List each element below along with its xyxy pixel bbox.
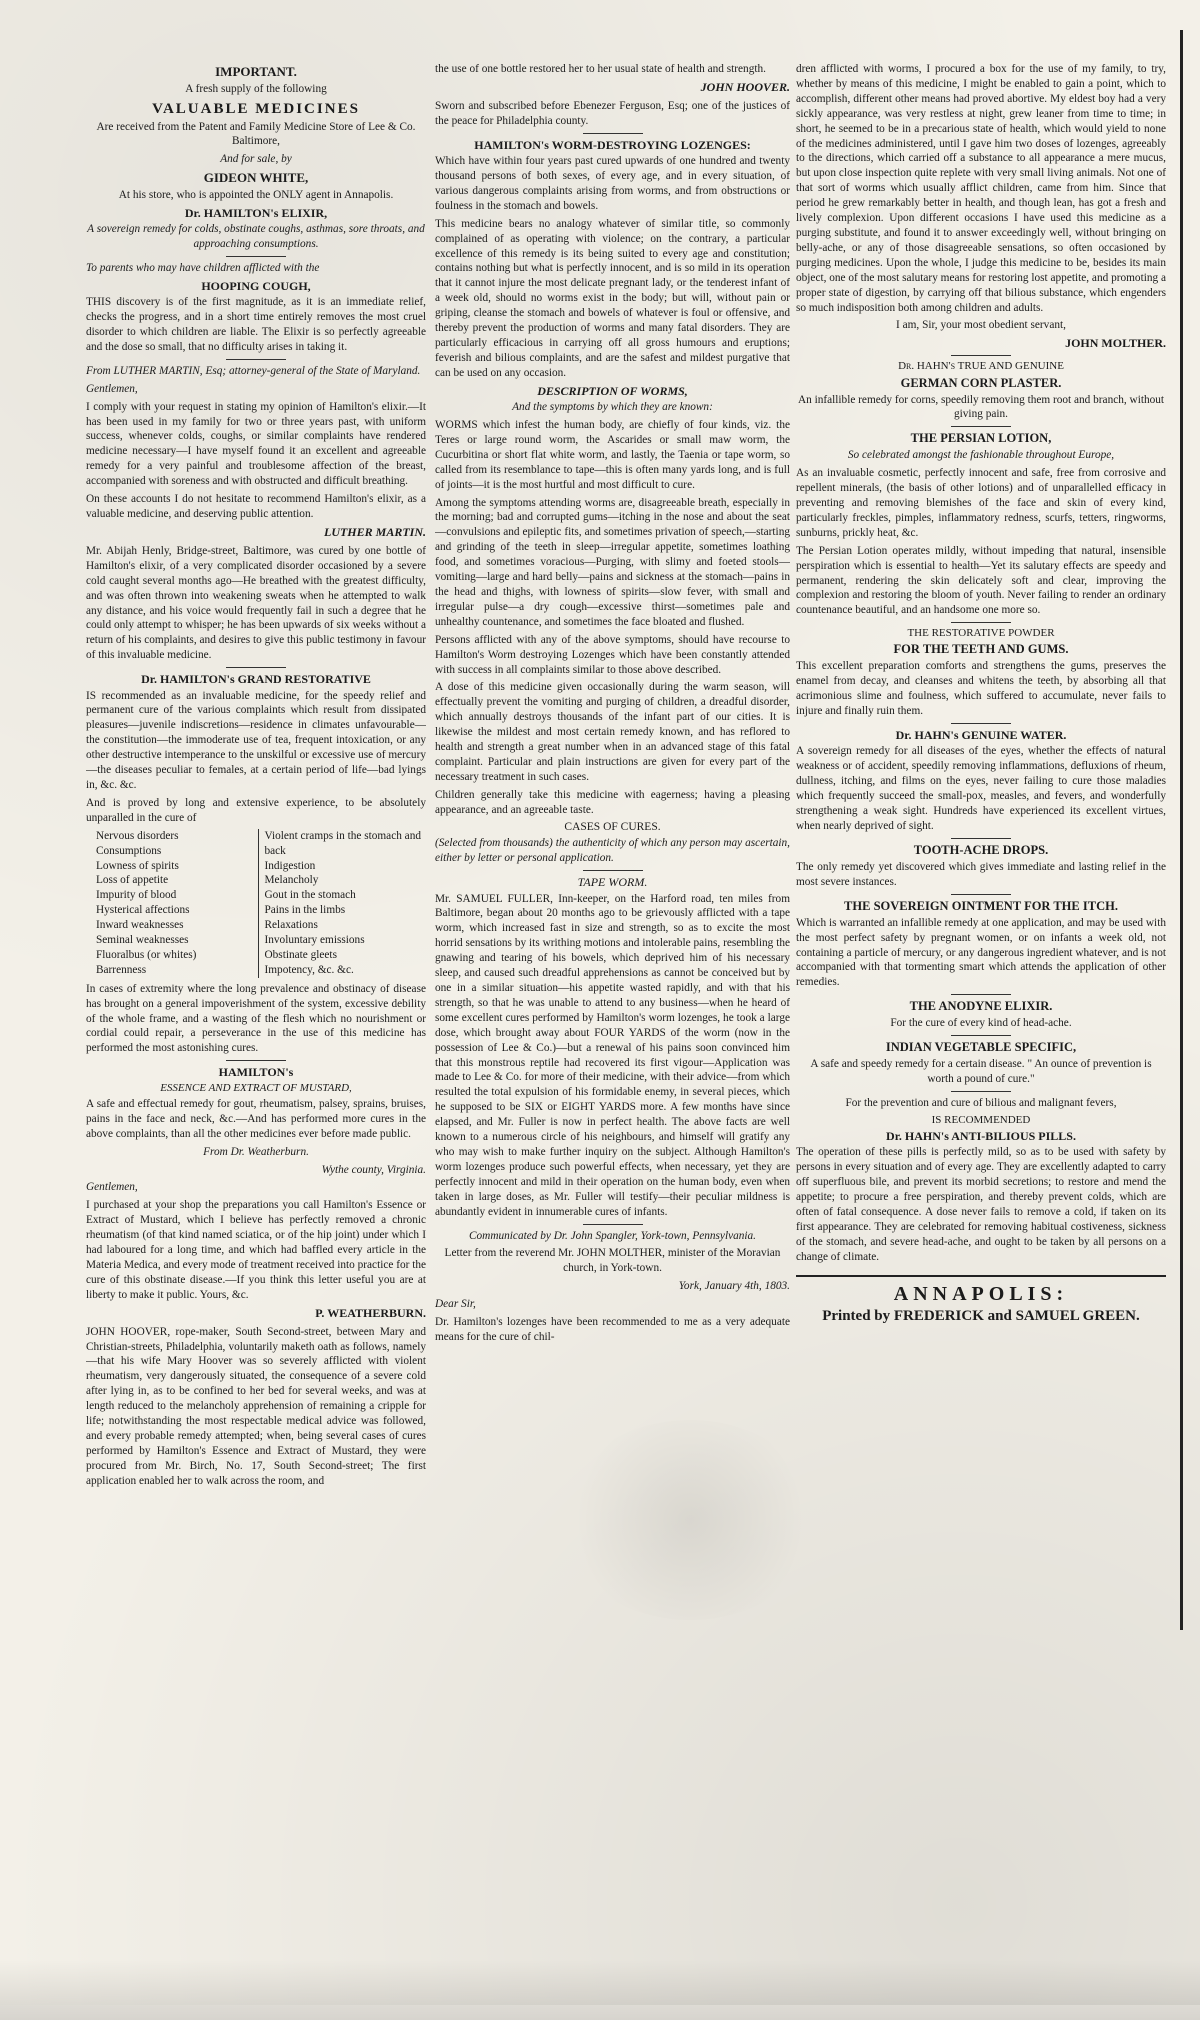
persian-lotion-paragraph-1: As an invaluable cosmetic, perfectly innocent and safe, free from corrosive and repellent minerals, (the basis of other lotions) and of unparallelled efficacy in preventing and removing blemishes of the face and skin of every kind, particularly freckles, pimples, inflammatory redness, scurfs, tetters, ringworms, sunburns, prickly heat, &c.: [796, 467, 1166, 539]
description-subtitle: And the symptoms by which they are known:: [512, 401, 713, 414]
ailment-item: Impotency, &c. &c.: [264, 963, 354, 976]
hooping-cough-heading: HOOPING COUGH,: [201, 278, 311, 293]
molther-signature: JOHN MOLTHER.: [1065, 336, 1166, 351]
grand-paragraph-1: IS recommended as an invaluable medicine, for the speedy relief and permanent cure of the various complaints which result from dissipated pleasures—juvenile indiscretions—residence in climates unfavourable—the constitution—the immoderate use of tea, frequent intoxication, or any other destructive intemperance to the unskilful or excessive use of mercury—the diseases peculiar to females, at a certain period of life—bad lyings in, &c. &c.: [86, 689, 426, 791]
letter-salutation: Dear Sir,: [435, 1298, 476, 1311]
description-paragraph-5: Children generally take this medicine with eagerness; having a pleasing appearance, and an agreeable taste.: [435, 788, 790, 816]
cases-of-cures-title: CASES OF CURES.: [564, 820, 661, 833]
ailment-item: Melancholy: [264, 874, 319, 887]
supply-line: A fresh supply of the following: [185, 82, 327, 95]
tooth-ache-title: TOOTH-ACHE DROPS.: [913, 842, 1049, 857]
grand-paragraph-3: In cases of extremity where the long prevalence and obstinacy of disease has brought on a general impoverishment of the system, excessive debility of the whole frame, and a wasting of the flesh which no nourishment or cordial could repair, a perseverance in the use of this medicine has performed the most astonishing cures.: [86, 982, 426, 1055]
essence-paragraph: A safe and effectual remedy for gout, rheumatism, palsey, sprains, bruises, pains in the face and neck, &c.—And has performed more cures in the above complaints, than all the other medicines ever before made public.: [86, 1097, 426, 1140]
ailment-list-left: [96, 829, 258, 978]
ailment-item: Violent cramps in the stomach and back: [264, 829, 421, 857]
hoover-continued: the use of one bottle restored her to her usual state of health and strength.: [435, 63, 766, 75]
ailment-item: Consumptions: [96, 844, 162, 857]
anti-bilious-pills-text: The operation of these pills is perfectly mild, so as to be used with safety by persons in every situation and of every age. They are excellently adapted to carry off superfluous bile, and prevent its morbid secretions; to restore and mend the appetite; to procure a free perspiration, and thereby prevent colds, which are often of fatal consequence. A dose never fails to remove a cold, if taken on its first appearance. They are celebrated for removing habitual costiveness, sickness of the stomach, and severe head-ache, and ought to be taken by all persons on a change of climate.: [796, 1146, 1166, 1263]
divider: [583, 133, 643, 134]
martin-signature: LUTHER MARTIN.: [323, 524, 426, 539]
bilious-intro: For the prevention and cure of bilious and malignant fevers,: [845, 1096, 1117, 1109]
scan-shadow: [0, 1960, 1200, 2020]
martin-paragraph-1: I comply with your request in stating my opinion of Hamilton's elixir.—It has been used in my family for two or three years past, with uniform success, whenever colds, coughs, or similar complaints have rendered medicine necessary—I have myself found it an excellent and agreeable remedy for a very painful and troublesome affection of the breast, accompanied with soreness and with obstructed and difficult breathing.: [86, 400, 426, 488]
divider: [226, 359, 286, 360]
letter-paragraph: Dr. Hamilton's lozenges have been recommended to me as a very adequate means for the cure of chil-: [435, 1316, 790, 1343]
tooth-ache-text: The only remedy yet discovered which gives immediate and lasting relief in the most severe instances.: [796, 860, 1166, 888]
ointment-title: THE SOVEREIGN OINTMENT FOR THE ITCH.: [844, 898, 1118, 913]
divider: [226, 1060, 286, 1061]
column-2: [435, 62, 790, 1967]
imprint: [796, 1275, 1166, 1325]
restorative-powder-text: This excellent preparation comforts and strengthens the gums, preserves the enamel from decay, and cleanses and whitens the teeth, by absorbing all that acrimonious slime and foulness, which suffered to accumulate, never fails to injure and finally ruin them.: [796, 660, 1166, 718]
ailment-item: Lowness of spirits: [96, 859, 179, 872]
anodyne-text: For the cure of every kind of head-ache.: [890, 1017, 1072, 1030]
divider: [951, 1035, 1011, 1036]
tape-worm-title: TAPE WORM.: [577, 875, 648, 890]
corn-plaster-text: An infallible remedy for corns, speedily removing them root and branch, without giving pain.: [797, 393, 1165, 421]
column-1: [86, 62, 426, 1967]
divider: [951, 894, 1011, 895]
divider: [951, 838, 1011, 839]
martin-paragraph-2: On these accounts I do not hesitate to recommend Hamilton's elixir, as a valuable medicine, and deserving public attention.: [86, 493, 426, 520]
ailment-item: Involuntary emissions: [264, 934, 365, 947]
essence-title: HAMILTON's: [218, 1065, 294, 1080]
sworn-line: Sworn and subscribed before Ebenezer Ferguson, Esq; one of the justices of the peace for Philadelphia county.: [435, 99, 790, 127]
column-3: [796, 62, 1166, 1967]
grand-paragraph-2: And is proved by long and extensive experience, to be absolutely unparalled in the cure of: [86, 796, 426, 824]
ailment-item: Obstinate gleets: [264, 948, 337, 961]
henly-testimonial: Mr. Abijah Henly, Bridge-street, Baltimore, was cured by one bottle of Hamilton's elixir, of a very complicated disorder occasioned by a severe cold caught several months ago—He breathed with the greatest difficulty, and was often thrown into weakening sweats when he attempted to walk any distance, and his voice would frequently fail in such a degree that he could only attempt to whisper; he has been upwards of six weeks without a return of his complaints, and desires to give this public testimony in favour of this invaluable medicine.: [86, 544, 426, 662]
imprint-place: ANNAPOLIS:: [893, 1282, 1069, 1305]
valuable-medicines-heading: VALUABLE MEDICINES: [152, 100, 360, 117]
weatherburn-place: Wythe county, Virginia.: [321, 1163, 426, 1176]
ailment-item: Relaxations: [264, 919, 318, 932]
description-paragraph-2: Among the symptoms attending worms are, disagreeable breath, especially in the morning; bad and corrupted gums—itching in the nose and about the seat—convulsions and epileptic fits, and sometimes privation of speech,—starting and grinding of the teeth in sleep—irregular appetite, sometimes loathing food, and sometimes voracious—Purging, with slimy and foeted stools—vomiting—large and hard belly—pains and sickness at the stomach—pains in the head and thighs, with lowness of spirits—slow fever, with small and irregular pulse—a dry cough—excessive thirst—sometimes pale and unhealthy countenance, and sometimes the face bloated and flushed.: [435, 496, 790, 628]
weatherburn-letter: I purchased at your shop the preparations you call Hamilton's Essence or Extract of Mustard, which I believe has perfectly removed a chronic rheumatism (of that kind named sciatica, or of the hip joint) under which I had laboured for a long time, and which had baffled every article in the Materia Medica, and every mode of treatment received into practice for the cure of this obstinate disease.—If you think this letter useful you are at liberty to make it public. Yours, &c.: [86, 1199, 426, 1301]
corn-plaster-pre: Dr. HAHN's TRUE AND GENUINE: [898, 360, 1064, 373]
weatherburn-salutation: Gentlemen,: [86, 1181, 138, 1194]
ailment-item: Pains in the limbs: [264, 904, 346, 917]
molther-letter-continued: dren afflicted with worms, I procured a box for the use of my family, to try, whether by means of this medicine, I might be enabled to gain a point, which to accomplish, different other means had proved abortive. My eldest boy had a very sickly appearance, was very restless at night, grew leaner from time to time; in short, he seemed to be in a precarious state of health, which would yield to none of the medicines administered, until I gave him two doses of lozenges, agreeably to the directions, which carried off a substance to all appearance a mere mucus, but upon close inspection quite replete with very small living animals. Not one of that sort of worms which usually afflict children, came from him. Since that period he grew remarkably better in health, and though lean, has got a fresh and lively complexion. Upon different occasions I have used this medicine as a purging substitute, and found it to answer exceedingly well, without bringing on belly-ache, or any of those disagreeable sensations, so often occasioned by purging medicines. Upon the whole, I judge this medicine to be, besides its main object, one of the most salutary means for restoring lost appetite, and promoting a proper state of digestion, by carrying off that bilious substance, which engenders so much indisposition both among children and adults.: [796, 63, 1166, 314]
elixir-subtitle: A sovereign remedy for colds, obstinate coughs, asthmas, sore throats, and approaching consumptions.: [87, 223, 425, 251]
description-paragraph-1: WORMS which infest the human body, are chiefly of four kinds, viz. the Teres or large round worm, the Ascarides or small maw worm, the Cucurbitina or short flat white worm, and lastly, the Taenia or tape worm, so called from its resemblance to tape—this is often many yards long, and is full of joints—it is the most hurtful and most difficult to cure.: [435, 419, 790, 491]
worm-paragraph-2: This medicine bears no analogy whatever of similar title, so commonly complained of as operating with violence; on the contrary, a particular excellence of this remedy is its being suited to every age and constitution; contains nothing but what is perfectly innocent, and is so mild in its operation that it cannot injure the most delicate pregnant lady, or the tenderest infant of a week old, should no worms exist in the body; but will, without pain or griping, cleanse the stomach and bowels of whatever is foul or offensive, and thereby prevent the production of worms and many fatal disorders. They are particularly efficacious in carrying off all gross humours and eruptions; feverish and bilious complaints, and are the safest and mildest purgative that can be used on any occasion.: [435, 217, 790, 379]
agent-line: At his store, who is appointed the ONLY agent in Annapolis.: [118, 188, 394, 201]
grand-restorative-title: Dr. HAMILTON's GRAND RESTORATIVE: [141, 672, 371, 687]
hooping-text: THIS discovery is of the first magnitude, as it is an immediate relief, checks the progress, and in a short time entirely removes the most cruel disorder to which children are liable. The Elixir is so perfectly agreeable and the dose so small, that no difficulty arises in taking it.: [86, 296, 426, 353]
hoover-signature: JOHN HOOVER.: [700, 79, 790, 94]
divider: [583, 870, 643, 871]
ailment-item: Inward weaknesses: [96, 919, 184, 932]
is-recommended: IS RECOMMENDED: [931, 1113, 1031, 1126]
ailment-list-right: [258, 829, 427, 978]
ailment-item: Nervous disorders: [96, 829, 179, 842]
ailment-list: [96, 829, 426, 978]
cases-subtitle: (Selected from thousands) the authenticity of which any person may ascertain, either by letter or personal application.: [435, 837, 790, 865]
ailment-item: Indigestion: [264, 859, 316, 872]
elixir-title: Dr. HAMILTON's ELIXIR,: [184, 205, 328, 220]
divider: [951, 622, 1011, 623]
genuine-water-title: Dr. HAHN's GENUINE WATER.: [895, 728, 1067, 743]
divider: [226, 667, 286, 668]
anti-bilious-pills-title: Dr. HAHN's ANTI-BILIOUS PILLS.: [886, 1129, 1076, 1144]
molther-letter-intro: Letter from the reverend Mr. JOHN MOLTHER, minister of the Moravian church, in York-town.: [444, 1247, 781, 1275]
genuine-water-text: A sovereign remedy for all diseases of the eyes, whether the effects of natural weakness or of accident, speedily removing inflammations, defluxions of rheum, dullness, itching, and films on the eyes, never failing to cure those maladies which frequently succeed the small-pox, measles, and fevers, and wonderfully strengthening a weak sight. Hundreds have experienced its excellent virtues, when nearly deprived of sight.: [796, 745, 1166, 833]
imprint-printer: Printed by FREDERICK and SAMUEL GREEN.: [822, 1307, 1140, 1324]
salutation: Gentlemen,: [86, 382, 138, 395]
persian-lotion-subtitle: So celebrated amongst the fashionable throughout Europe,: [847, 449, 1115, 462]
worm-paragraph-1: Which have within four years past cured upwards of one hundred and twenty thousand persons of both sexes, of every age, and in every situation, of various dangerous complaints arising from worms, and from obstructions or foulness in the stomach and bowels.: [435, 155, 790, 212]
letter-closing: I am, Sir, your most obedient servant,: [896, 319, 1066, 332]
divider: [226, 256, 286, 257]
ailment-item: Barrenness: [96, 963, 147, 976]
martin-from: From LUTHER MARTIN, Esq; attorney-general of the State of Maryland.: [86, 364, 421, 377]
divider: [951, 994, 1011, 995]
for-sale-line: And for sale, by: [220, 153, 292, 166]
description-paragraph-4: A dose of this medicine given occasionally during the warm season, will effectually prevent the vomiting and purging of children, a dreadful disorder, which annually destroys thousands of the infant part of our cities. It is likewise the mildest and most certain remedy known, and has reflored to health and strength a great number when in an advanced stage of this fatal complaint. Particular and plain instructions are given for every part of the necessary treatment in such cases.: [435, 681, 790, 783]
divider: [951, 355, 1011, 356]
indian-specific-title: INDIAN VEGETABLE SPECIFIC,: [885, 1040, 1077, 1055]
ailment-item: Fluoralbus (or whites): [96, 948, 197, 961]
persian-lotion-paragraph-2: The Persian Lotion operates mildly, without impeding that natural, insensible perspiration which is essential to health—Yet its salutary effects are speedy and permanent, rendering the skin delicately soft and clear, improving the complexion and restoring the bloom of youth. Never failing to render an ordinary countenance beautiful, and an handsome one more so.: [796, 544, 1166, 617]
ailment-item: Loss of appetite: [96, 874, 169, 887]
divider: [951, 1091, 1011, 1092]
anodyne-title: THE ANODYNE ELIXIR.: [909, 999, 1053, 1014]
worm-lozenges-title: HAMILTON's WORM-DESTROYING LOZENGES:: [474, 137, 751, 152]
ailment-item: Impurity of blood: [96, 889, 177, 902]
essence-subtitle: ESSENCE AND EXTRACT OF MUSTARD,: [160, 1081, 352, 1094]
weatherburn-signature: P. WEATHERBURN.: [315, 1305, 426, 1320]
restorative-powder-title: FOR THE TEETH AND GUMS.: [893, 642, 1069, 657]
ailment-item: Gout in the stomach: [264, 889, 356, 902]
restorative-powder-pre: THE RESTORATIVE POWDER: [907, 627, 1055, 640]
corn-plaster-title: GERMAN CORN PLASTER.: [900, 375, 1062, 390]
ointment-text: Which is warranted an infallible remedy at one application, and may be used with the most perfect safety by pregnant women, or on infants a week old, not containing a particle of mercury, or any dangerous ingredient whatever, and is not accompanied with that tormenting smart which attends the application of other remedies.: [796, 916, 1166, 989]
gideon-white: GIDEON WHITE,: [203, 170, 309, 186]
divider: [951, 426, 1011, 427]
ailment-item: Seminal weaknesses: [96, 934, 189, 947]
received-line: Are received from the Patent and Family Medicine Store of Lee & Co. Baltimore,: [96, 120, 416, 148]
letter-date: York, January 4th, 1803.: [678, 1280, 790, 1293]
description-of-worms-title: DESCRIPTION OF WORMS,: [537, 383, 688, 398]
communicated-by: Communicated by Dr. John Spangler, York-town, Pennsylvania.: [469, 1229, 756, 1242]
column-rule: [1180, 30, 1183, 1630]
persian-lotion-title: THE PERSIAN LOTION,: [910, 431, 1052, 446]
parents-line: To parents who may have children afflicted with the: [86, 261, 320, 274]
divider: [583, 1224, 643, 1225]
divider: [951, 723, 1011, 724]
important-heading: IMPORTANT.: [215, 64, 297, 79]
ailment-item: Hysterical affections: [96, 904, 190, 917]
hoover-affidavit: JOHN HOOVER, rope-maker, South Second-street, between Mary and Christian-streets, Philadelphia, voluntarily maketh oath as follows, namely—that his wife Mary Hoover was so severely afflicted with violent rheumatism, very dangerously situated, the consequence of a severe cold after lying in, as to be confined to her bed for several weeks, and was at length reduced to the melancholy apprehension of remaining a cripple for life; notwithstanding the most respectable medical advice was followed, and every probable remedy attempted; when, being several cases of cures performed by Hamilton's Essence and Extract of Mustard, they were procured from Mr. Birch, No. 17, South Second-street; The first application enabled her to walk across the room, and: [86, 1325, 426, 1487]
description-paragraph-3: Persons afflicted with any of the above symptoms, should have recourse to Hamilton's Worm destroying Lozenges which have been constantly attended with success in all complaints similar to those above described.: [435, 633, 790, 676]
tape-worm-paragraph: Mr. SAMUEL FULLER, Inn-keeper, on the Harford road, ten miles from Baltimore, began about 20 months ago to be grievously afflicted with a tape worm, which increased fast in size and strength, so as to excite the most horrid sensations by its writhing motions and intolerable pains, resembling the gnawing and tearing of his bowels, which deprived him of his necessary sleep, and caused such dreadful apprehensions as cannot be conceived but by one in a similar situation—his appetite wasted rapidly, and with that his strength, so that he was unable to attend to any business—when he heard of some excellent cures performed by Hamilton's worm lozenges, he took a large dose, which brought away about FOUR YARDS of the worm (now in the possession of Lee & Co.)—but a renewal of his pains soon convinced him that this monstrous reptile had recovered its first vigour—Application was made to Lee & Co. for more of their medicine, with their advice—from which resulted the total expulsion of his formidable enemy, in several pieces, which he supposed to be SIX or EIGHT YARDS more. A few months have since elapsed, and Mr. Fuller is now in perfect health. The above facts are well known to a numerous circle of his neighbours, and himself will gratify any who may wish to make further inquiry on the subject. Although Hamilton's worm lozenges produce such powerful effects, when necessary, yet they are perfectly innocent and mild in their operation on the human body, even when taken in large doses, as Mr. Fuller will testify—their peculiar mildness is abundantly evident in innumerable cures of infants.: [435, 892, 790, 1218]
indian-specific-text: A safe and speedy remedy for a certain disease. " An ounce of prevention is worth a pound of cure.": [810, 1058, 1152, 1086]
weatherburn-from: From Dr. Weatherburn.: [203, 1145, 309, 1158]
